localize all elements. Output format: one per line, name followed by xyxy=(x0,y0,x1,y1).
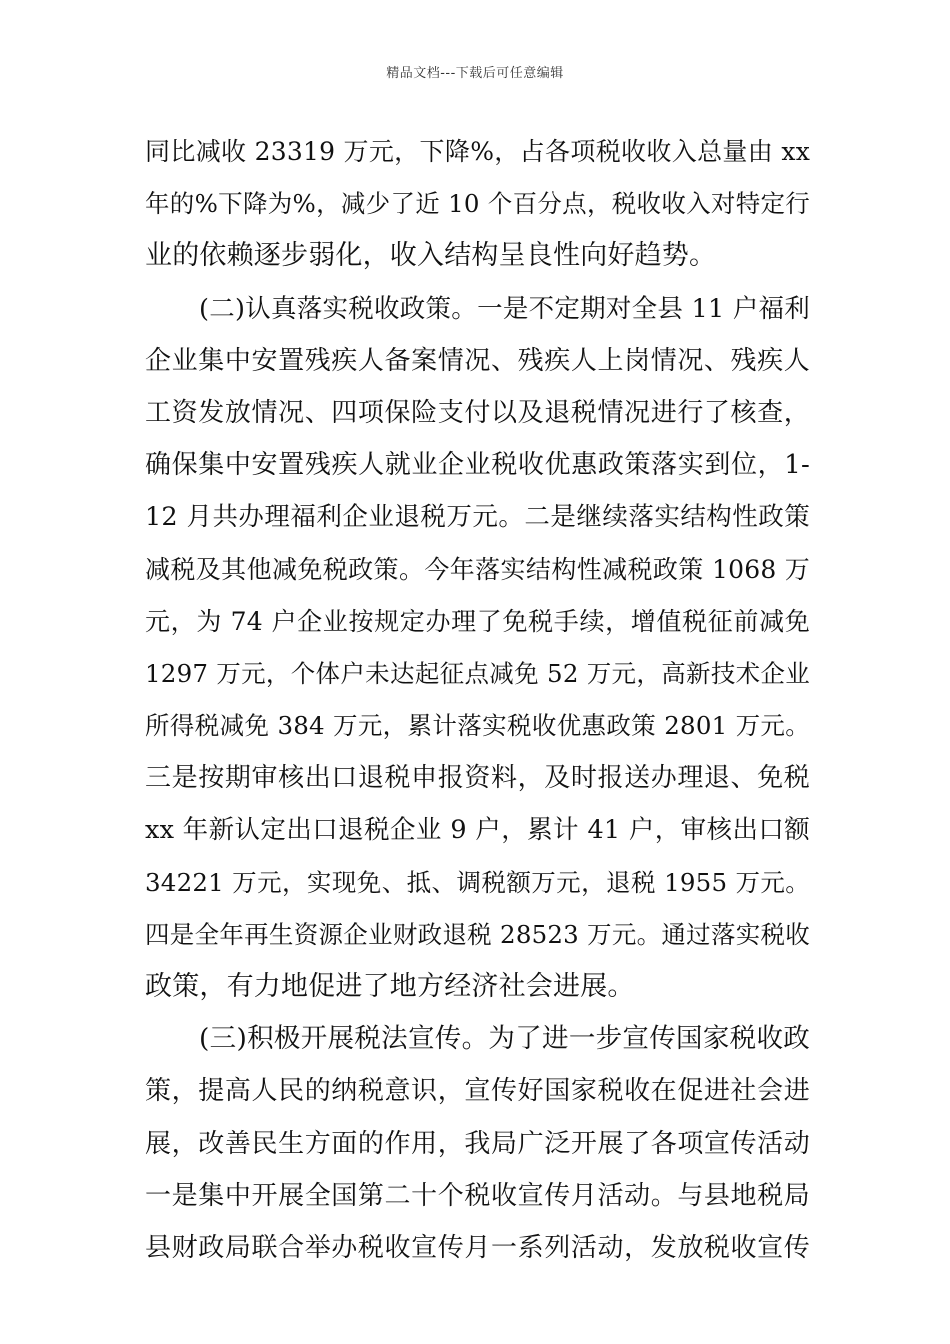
paragraph-start-line: (三)积极开展税法宣传。为了进一步宣传国家税收政 xyxy=(199,1023,810,1055)
text-line: 策，提高人民的纳税意识，宣传好国家税收在促进社会进 xyxy=(145,1076,810,1107)
text-line: 12 月共办理福利企业退税万元。二是继续落实结构性政策 xyxy=(145,502,810,533)
text-line: 业的依赖逐步弱化，收入结构呈良性向好趋势。 xyxy=(145,240,717,272)
text-line: 34221 万元，实现免、抵、调税额万元，退税 1955 万元。 xyxy=(145,867,810,897)
text-line: 政策，有力地促进了地方经济社会进展。 xyxy=(145,971,635,1002)
text-line: 展，改善民生方面的作用，我局广泛开展了各项宣传活动 xyxy=(145,1128,810,1159)
text-line: 四是全年再生资源企业财政退税 28523 万元。通过落实税收 xyxy=(145,919,810,949)
page-header: 精品文档---下载后可任意编辑 xyxy=(386,66,564,81)
text-line: 企业集中安置残疾人备案情况、残疾人上岗情况、残疾人 xyxy=(145,345,810,376)
text-line: 工资发放情况、四项保险支付以及退税情况进行了核查， xyxy=(145,397,810,428)
text-line: 县财政局联合举办税收宣传月一系列活动，发放税收宣传 xyxy=(145,1232,810,1263)
text-line: 元，为 74 户企业按规定办理了免税手续，增值税征前减免 xyxy=(145,606,810,636)
text-line: xx 年新认定出口退税企业 9 户，累计 41 户，审核出口额 xyxy=(145,815,810,846)
text-line: 年的%下降为%，减少了近 10 个百分点，税收收入对特定行 xyxy=(145,189,810,219)
text-line: 1297 万元，个体户未达起征点减免 52 万元，高新技术企业 xyxy=(145,658,810,688)
text-line: 确保集中安置残疾人就业企业税收优惠政策落实到位，1- xyxy=(145,450,810,481)
text-line: 所得税减免 384 万元，累计落实税收优惠政策 2801 万元。 xyxy=(145,711,810,741)
text-line: 三是按期审核出口退税申报资料，及时报送办理退、免税 xyxy=(145,763,810,794)
text-line: 减税及其他减免税政策。今年落实结构性减税政策 1068 万 xyxy=(145,554,810,584)
document-body xyxy=(145,126,810,1274)
text-line: 同比减收 23319 万元，下降%，占各项税收收入总量由 xx xyxy=(145,137,810,166)
text-line: 一是集中开展全国第二十个税收宣传月活动。与县地税局 xyxy=(145,1180,810,1211)
paragraph-start-line: (二)认真落实税收政策。一是不定期对全县 11 户福利 xyxy=(199,293,810,324)
